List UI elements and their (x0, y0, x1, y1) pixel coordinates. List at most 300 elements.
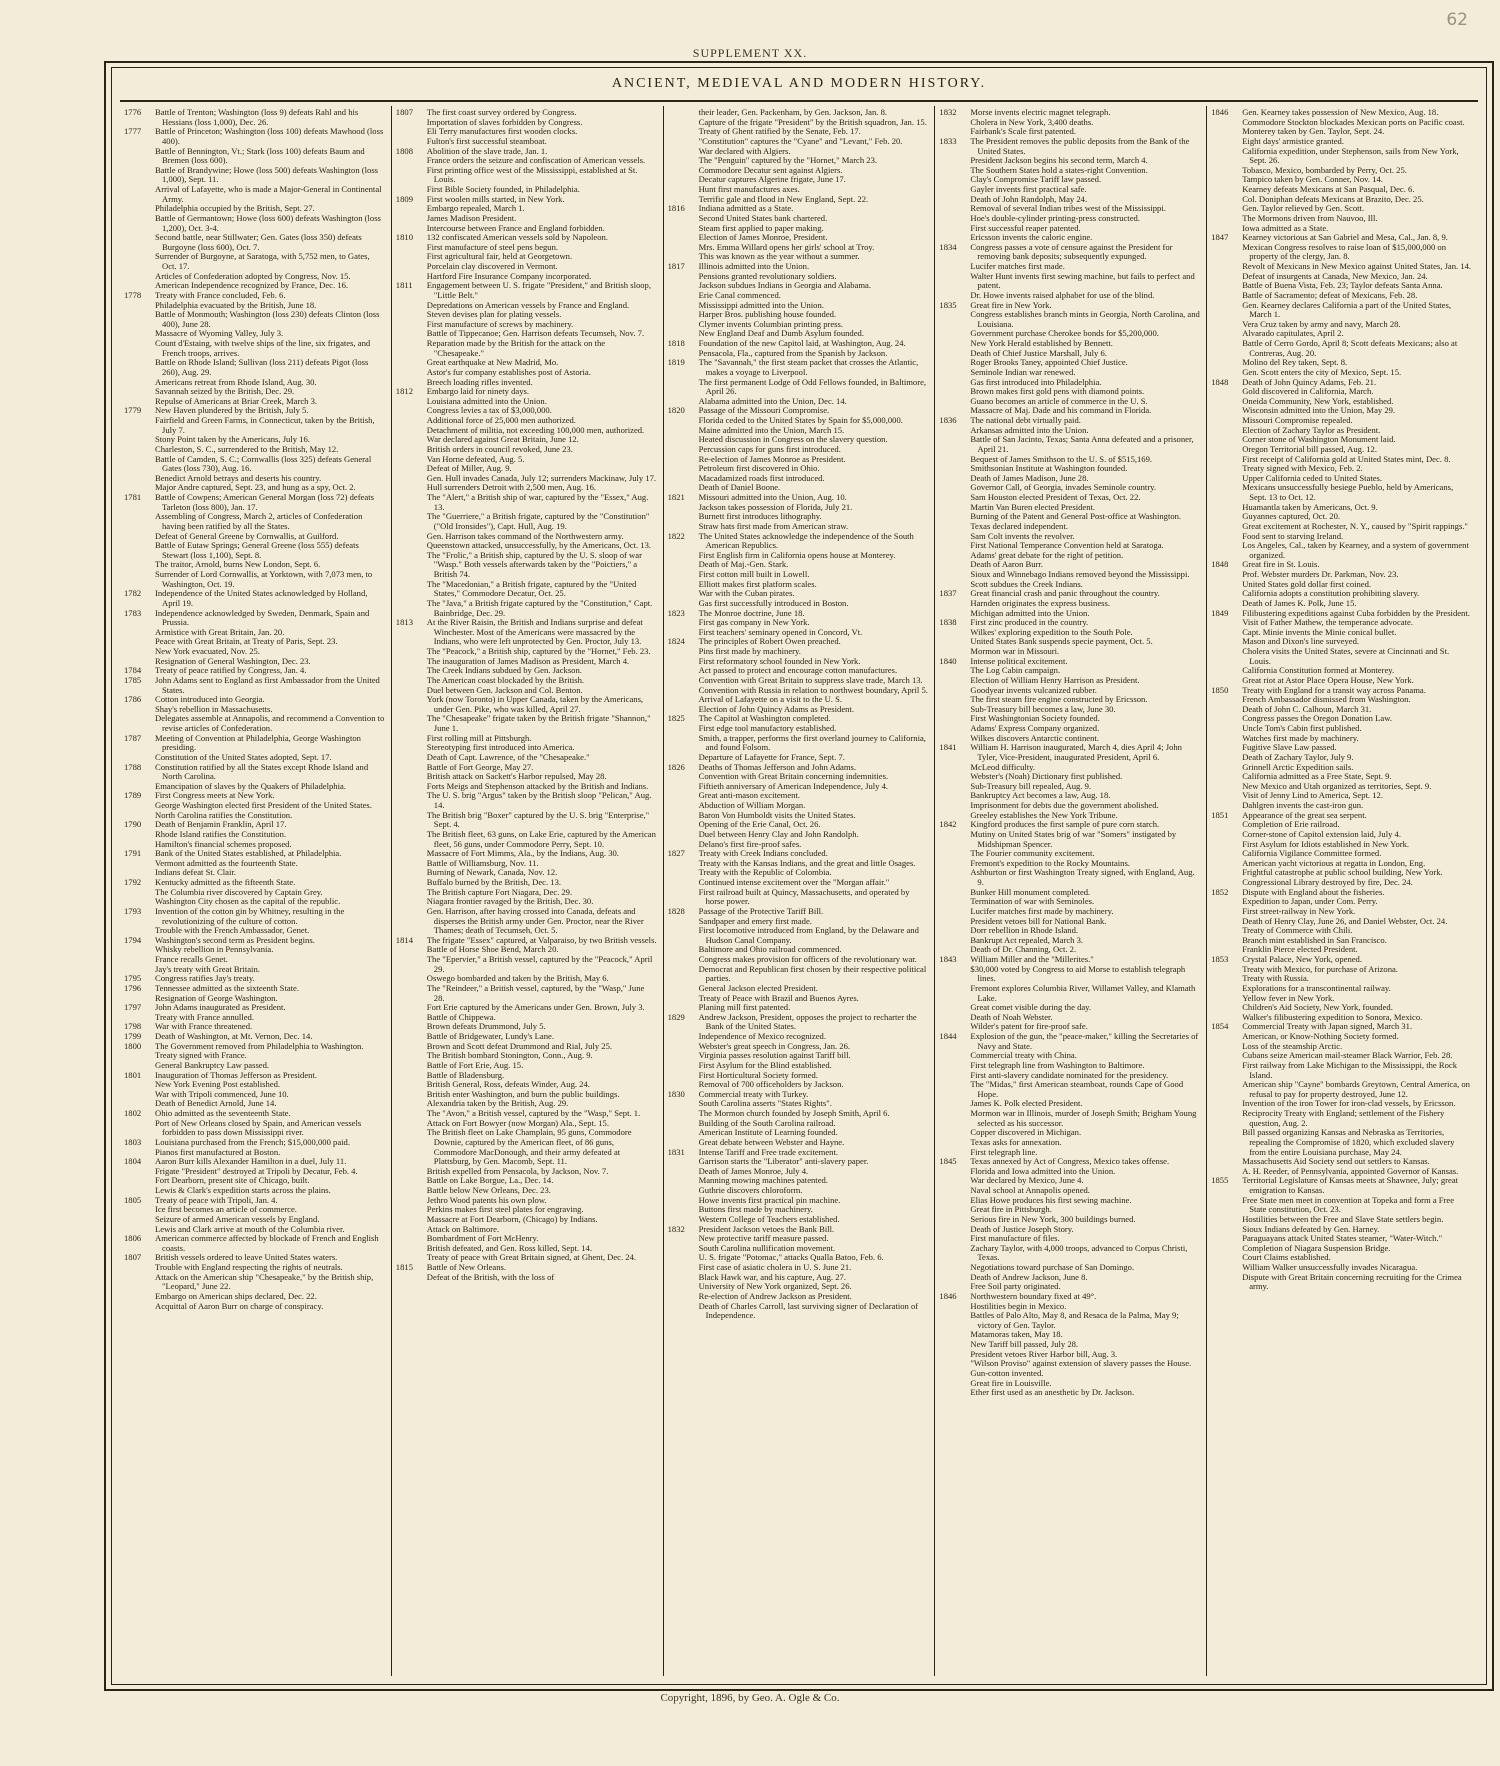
entry-text: The Mormons driven from Nauvoo, Ill. (1242, 212, 1378, 223)
entry-text: Rhode Island ratifies the Constitution. (155, 828, 287, 839)
entry-text: Additional force of 25,000 men authorized. (426, 415, 576, 425)
entry-text: Morse invents electric magnet telegraph. (970, 107, 1111, 117)
entry-text: Cubans seize American mail-steamer Black Warrior, Feb. 28. (1242, 1050, 1453, 1061)
entry-text: John Adams sent to England as first Ambassador from the United States. (155, 674, 380, 695)
entry-year (396, 984, 427, 1003)
entry-text: Great anti-mason excitement. (698, 790, 801, 801)
entry-year: 1838 (939, 617, 957, 628)
entry-text: Elias Howe produces his first sewing machine. (970, 1194, 1132, 1205)
entry-text: Congress passes the Oregon Donation Law. (1242, 713, 1392, 724)
entry-text: The "Savannah," the first steam packet that crosses the Atlantic, makes a voyage to Liverpool. (698, 357, 919, 377)
entry-text: Watches first made by machinery. (1242, 732, 1359, 743)
entry-text: Battle of New Orleans. (426, 1262, 507, 1272)
entry-text: Resignation of General Washington, Dec. 23. (155, 655, 311, 666)
entry-text: The British fleet, 63 guns, on Lake Erie, captured by the American fleet, 56 guns, under Commodore Perry, Sept. 10. (426, 828, 656, 849)
entry-text: Mason and Dixon's line surveyed. (1242, 636, 1360, 647)
entry-text: Treaty signed with Mexico, Feb. 2. (1242, 463, 1363, 474)
entry-text: Brown makes first gold pens with diamond points. (970, 386, 1145, 397)
entry-text: Re-election of James Monroe as President. (698, 453, 846, 464)
entry-text: Savannah seized by the British, Dec. 29. (155, 386, 295, 397)
entry-year (124, 541, 155, 560)
entry-year (939, 156, 970, 166)
entry-text: Pensions granted revolutionary soldiers. (698, 270, 837, 281)
timeline-entry (396, 695, 657, 714)
entry-text: Ericsson invents the caloric engine. (970, 232, 1093, 243)
entry-text: Free State men meet in convention at Topeka and form a Free State constitution, Oct. 23. (1242, 1194, 1455, 1215)
entry-year (668, 686, 699, 696)
entry-text: "Wilson Proviso" against extension of slavery passes the House. (970, 1358, 1192, 1369)
entry-text: Act passed to protect and encourage cotton manufactures. (698, 665, 898, 676)
entry-text: At the River Raisin, the British and Indians surprise and defeat Winchester. Most of the Americans were massacred by the Indians, who were left unprotected by Gen. Proctor, July 13. (426, 617, 643, 647)
entry-text: Webster's great speech in Congress, Jan. 26. (698, 1040, 851, 1051)
entry-text: First zinc produced in the country. (970, 617, 1089, 628)
entry-year (1211, 714, 1242, 724)
entry-text: Death of Dr. Channing, Oct. 2. (970, 944, 1077, 955)
entry-year: 1795 (124, 973, 142, 984)
entry-text: Election of James Monroe, President. (698, 232, 828, 243)
entry-text: Clymer invents Columbian printing press. (698, 318, 844, 329)
entry-text: Completion of Niagara Suspension Bridge. (1242, 1242, 1391, 1253)
entry-year (668, 1292, 699, 1302)
entry-text: Dahlgren invents the cast-iron gun. (1242, 800, 1364, 810)
timeline-entry (396, 791, 657, 810)
timeline-entry (939, 1311, 1200, 1330)
entry-year (668, 378, 699, 397)
entry-text: Virginia passes resolution against Tariff bill. (698, 1050, 851, 1061)
entry-year (124, 512, 155, 531)
entry-year (396, 339, 427, 358)
entry-year: 1815 (395, 1262, 413, 1272)
entry-text: First railway from Lake Michigan to the Mississippi, the Rock Island. (1242, 1059, 1458, 1080)
entry-text: Massacre of Wyoming Valley, July 3. (155, 328, 284, 339)
entry-text: Webster's (Noah) Dictionary first published. (970, 771, 1123, 782)
entry-year (1211, 503, 1242, 513)
entry-text: Great fire in Louisville. (970, 1377, 1052, 1388)
entry-text: Abduction of William Morgan. (698, 800, 806, 810)
entry-text: American Independence recognized by France, Dec. 16. (155, 280, 349, 291)
entry-text: Food sent to starving Ireland. (1242, 530, 1344, 541)
entry-text: Treaty signed with France. (155, 1050, 247, 1061)
entry-text: Mormon war in Missouri. (970, 646, 1060, 656)
entry-text: Forts Meigs and Stephenson attacked by the British and Indians. (426, 780, 649, 791)
entry-text: "Constitution" captures the "Cyane" and "Levant," Feb. 20. (698, 135, 903, 146)
entry-year: 1796 (124, 982, 142, 993)
timeline-entry (124, 907, 385, 926)
timeline-entry (939, 310, 1200, 329)
entry-text: Ether first used as an anesthetic by Dr. Jackson. (970, 1387, 1135, 1398)
entry-year: 1783 (124, 607, 142, 618)
entry-text: British orders in council revoked, June 23. (426, 443, 573, 454)
entry-text: First telegraph line. (970, 1146, 1038, 1157)
entry-year: 1804 (124, 1156, 142, 1167)
entry-text: Straw hats first made from American straw. (698, 520, 849, 531)
entry-text: Kentucky admitted as the fifteenth State. (155, 877, 296, 887)
entry-year (939, 926, 970, 936)
timeline-entry (396, 580, 657, 599)
entry-text: Death of Henry Clay, June 26, and Daniel Webster, Oct. 24. (1242, 915, 1448, 926)
entry-year (1211, 214, 1242, 224)
entry-text: The "Penguin" captured by the "Hornet," March 23. (698, 155, 878, 166)
entry-year (939, 560, 970, 570)
entry-year (668, 320, 699, 330)
entry-text: Terrific gale and flood in New England, Sept. 22. (698, 193, 869, 204)
entry-text: Battle of Camden, S. C.; Cornwallis (loss 325) defeats General Gates (loss 730), Aug. 16. (155, 453, 372, 474)
entry-text: Bankruptcy Act becomes a law, Aug. 18. (970, 790, 1111, 801)
page-title: ANCIENT, MEDIEVAL AND MODERN HISTORY. (611, 76, 987, 91)
entry-text: First National Temperance Convention held at Saratoga. (970, 540, 1164, 551)
entry-year (396, 320, 427, 330)
entry-text: The Mormon church founded by Joseph Smith, April 6. (698, 1108, 890, 1118)
entry-year (1211, 859, 1242, 869)
entry-text: Building of the South Carolina railroad. (698, 1117, 836, 1128)
entry-year (124, 1292, 155, 1302)
entry-text: Monterey taken by Gen. Taylor, Sept. 24. (1242, 126, 1385, 137)
entry-text: The first steam fire engine constructed by Ericsson. (970, 694, 1148, 705)
timeline-entry (939, 984, 1200, 1003)
entry-text: Intense Tariff and Free trade excitement. (698, 1146, 838, 1157)
timeline-entry (396, 984, 657, 1003)
entry-text: Removal of several Indian tribes west of the Mississippi. (970, 203, 1166, 214)
entry-year (124, 272, 155, 282)
entry-text: Battle of San Jacinto, Texas; Santa Anna defeated and a prisoner, April 21. (970, 434, 1194, 454)
entry-year (396, 1042, 427, 1052)
entry-year (396, 1244, 427, 1254)
entry-year (668, 551, 699, 561)
entry-year (124, 1263, 155, 1273)
entry-text: Illinois admitted into the Union. (698, 261, 810, 271)
entry-year (668, 224, 699, 234)
entry-text: Commodore Decatur sent against Algiers. (698, 164, 843, 175)
entry-text: Commercial treaty with Turkey. (698, 1088, 809, 1099)
entry-year (396, 368, 427, 378)
entry-text: Uncle Tom's Cabin first published. (1242, 723, 1362, 733)
entry-text: Frightful catastrophe at public school building, New York. (1242, 867, 1443, 878)
entry-year (668, 1253, 699, 1263)
entry-year (668, 118, 699, 128)
entry-text: Democrat and Republican first chosen by their respective political parties. (698, 963, 927, 984)
entry-text: South Carolina asserts "States Rights". (698, 1098, 832, 1109)
entry-year (396, 1119, 427, 1129)
entry-text: Death of Chief Justice Marshall, July 6. (970, 347, 1107, 358)
entry-text: Corner stone of Washington Monument laid. (1242, 434, 1396, 445)
entry-year (1211, 137, 1242, 147)
entry-year (939, 397, 970, 407)
entry-year: 1792 (124, 877, 142, 887)
entry-year (939, 512, 970, 522)
entry-year (396, 156, 427, 166)
entry-text: Hull surrenders Detroit with 2,500 men, Aug. 16. (426, 482, 597, 493)
entry-text: Death of Justice Joseph Story. (970, 1223, 1074, 1234)
entry-text: President vetoes bill for National Bank. (970, 915, 1107, 926)
entry-year (668, 435, 699, 445)
entry-text: War declared with Algiers. (698, 145, 791, 156)
entry-year (668, 830, 699, 840)
supplement-header: SUPPLEMENT XX. (692, 46, 808, 60)
entry-text: The "Macedonian," a British frigate, captured by the "United States," Commodore Decatur, Oct. 25. (426, 578, 637, 599)
entry-year (668, 281, 699, 291)
timeline-entry (939, 1244, 1200, 1263)
entry-year (939, 888, 970, 898)
entry-year (124, 945, 155, 955)
entry-year (1211, 1196, 1242, 1215)
entry-text: Embargo repealed, March 1. (426, 203, 525, 214)
entry-text: Wilkes' exploring expedition to the South Pole. (970, 626, 1133, 637)
entry-year: 1831 (667, 1146, 685, 1157)
entry-year (1211, 994, 1242, 1004)
entry-year (1211, 734, 1242, 744)
entry-text: Count d'Estaing, with twelve ships of the line, six frigates, and French troops, arrives. (155, 338, 371, 358)
entry-year (668, 984, 699, 994)
entry-year (668, 676, 699, 686)
entry-text: John Adams inaugurated as President. (155, 1002, 286, 1013)
entry-text: Treaty with France concluded, Feb. 6. (155, 289, 286, 300)
entry-year (1211, 695, 1242, 705)
entry-text: Gen. Taylor relieved by Gen. Scott. (1242, 203, 1365, 214)
entry-year (668, 1196, 699, 1206)
entry-year (668, 965, 699, 984)
entry-year (668, 512, 699, 522)
entry-text: First teachers' seminary opened in Concord, Vt. (698, 626, 863, 637)
entry-year (939, 724, 970, 734)
entry-year (1211, 175, 1242, 185)
entry-year: 1805 (124, 1194, 142, 1205)
timeline-entry (1211, 483, 1472, 502)
entry-text: South Carolina nullification movement. (698, 1242, 836, 1253)
entry-text: Attack on Baltimore. (426, 1223, 500, 1234)
entry-year (668, 233, 699, 243)
entry-text: Seminole Indian war renewed. (970, 366, 1076, 377)
entry-year: 1819 (667, 357, 685, 368)
entry-text: Convention with Great Britain to suppress slave trade, March 13. (698, 674, 923, 685)
entry-year: 1846 (939, 1290, 957, 1301)
entry-text: Brown and Scott defeat Drummond and Rial, July 25. (426, 1040, 613, 1051)
entry-text: 132 confiscated American vessels sold by Napoleon. (426, 232, 608, 243)
entry-year (124, 714, 155, 733)
entry-year (1211, 974, 1242, 984)
entry-year (939, 532, 970, 542)
entry-text: Jackson subdues Indians in Georgia and Alabama. (698, 280, 871, 291)
entry-text: Seizure of armed American vessels by England. (155, 1213, 320, 1224)
entry-year (939, 272, 970, 291)
timeline-entry (668, 1302, 929, 1321)
entry-text: Battle on Rhode Island; Sullivan (loss 211) defeats Pigot (loss 260), Aug. 29. (155, 357, 369, 377)
entry-year (396, 445, 427, 455)
entry-year: 1829 (667, 1011, 685, 1022)
entry-year (939, 965, 970, 984)
entry-text: Burning of Newark, Canada, Nov. 12. (426, 867, 558, 878)
entry-year: 1812 (395, 386, 413, 397)
entry-text: Shay's rebellion in Massachusetts. (155, 703, 273, 714)
entry-year (939, 1244, 970, 1263)
entry-year (939, 551, 970, 561)
entry-year (668, 724, 699, 734)
entry-text: Washington City chosen as the capital of the republic. (155, 896, 341, 907)
entry-text: Death of Zachary Taylor, July 9. (1242, 751, 1354, 762)
entry-text: Great riot at Astor Place Opera House, New York. (1242, 674, 1414, 685)
entry-year (396, 464, 427, 474)
timeline-entry (939, 743, 1200, 762)
entry-text: France orders the seizure and confiscation of American vessels. (426, 155, 646, 166)
entry-year (396, 676, 427, 686)
entry-text: Florida and Iowa admitted into the Union. (970, 1165, 1116, 1176)
entry-year (1211, 320, 1242, 330)
entry-year (668, 1157, 699, 1167)
entry-year (124, 301, 155, 311)
entry-text: Andrew Jackson, President, opposes the project to recharter the Bank of the United States. (698, 1011, 917, 1032)
entry-text: The President removes the public deposits from the Bank of the United States. (970, 135, 1190, 156)
entry-year (1211, 705, 1242, 715)
entry-text: Commercial Treaty with Japan signed, March 31. (1242, 1021, 1413, 1032)
entry-text: Court Claims established. (1242, 1252, 1331, 1263)
entry-text: Eli Terry manufactures first wooden clocks. (426, 126, 578, 137)
entry-year (396, 397, 427, 407)
entry-year (1211, 618, 1242, 628)
timeline-entry (1211, 647, 1472, 666)
entry-text: American Institute of Learning founded. (698, 1127, 838, 1138)
entry-text: Hostilities between the Free and Slave State settlers begin. (1242, 1213, 1444, 1224)
entry-year (939, 1176, 970, 1186)
entry-text: The British capture Fort Niagara, Dec. 29. (426, 886, 573, 897)
entry-text: Commodore Stockton blockades Mexican ports on Pacific coast. (1242, 116, 1465, 127)
entry-year: 1808 (395, 145, 413, 156)
entry-year (1211, 147, 1242, 166)
entry-text: Texas asks for annexation. (970, 1136, 1062, 1147)
entry-year (124, 1302, 155, 1312)
entry-text: Mexicans unsuccessfully besiege Pueblo, held by Americans, Sept. 13 to Oct. 12. (1242, 482, 1454, 502)
entry-year: 1811 (395, 280, 413, 291)
entry-text: U. S. frigate "Potomac," attacks Qualla Batoo, Feb. 6. (698, 1252, 884, 1263)
entry-year (124, 628, 155, 638)
entry-text: Battle of Trenton; Washington (loss 9) defeats Rahl and his Hessians (loss 1,000), Dec. 26. (155, 107, 359, 127)
entry-text: War declared by Mexico, June 4. (970, 1175, 1084, 1186)
entry-year (396, 426, 427, 436)
entry-text: Intense political excitement. (970, 655, 1068, 666)
entry-year (939, 666, 970, 676)
entry-year (939, 772, 970, 782)
entry-year (1211, 917, 1242, 927)
entry-year (124, 801, 155, 811)
entry-text: Black Hawk war, and his capture, Aug. 27. (698, 1271, 846, 1282)
entry-year (396, 406, 427, 416)
entry-text: Copper discovered in Michigan. (970, 1127, 1082, 1138)
entry-text: Commercial treaty with China. (970, 1050, 1077, 1061)
entry-text: Franklin Pierce elected President. (1242, 944, 1358, 955)
entry-year (939, 859, 970, 869)
entry-text: Bank of the United States established, at Philadelphia. (155, 848, 342, 859)
entry-year (939, 195, 970, 205)
entry-text: Hamilton's financial schemes proposed. (155, 838, 292, 849)
entry-year (396, 301, 427, 311)
entry-text: Foundation of the new Capitol laid, at Washington, Aug. 24. (698, 338, 906, 348)
timeline-entry (668, 1013, 929, 1032)
entry-year (939, 782, 970, 792)
entry-text: Surrender of Burgoyne, at Saratoga, with 5,752 men, to Gates, Oct. 17. (155, 251, 370, 271)
entry-year (1211, 483, 1242, 502)
entry-text: Mormon war in Illinois, murder of Joseph Smith; Brigham Young selected as his successor. (970, 1108, 1197, 1128)
entry-year (939, 262, 970, 272)
entry-text: The "Chesapeake" frigate taken by the British frigate "Shannon," June 1. (426, 713, 651, 733)
entry-text: Independence of the United States acknowledged by Holland, April 19. (155, 588, 368, 608)
entry-text: First manufacture of steel pens begun. (426, 241, 559, 252)
entry-text: New York Herald established by Bennett. (970, 338, 1113, 348)
entry-year (939, 175, 970, 185)
entry-text: Greeley establishes the New York Tribune. (970, 809, 1118, 820)
entry-year (396, 897, 427, 907)
entry-year (939, 368, 970, 378)
entry-year (939, 763, 970, 773)
entry-year (396, 474, 427, 484)
entry-text: The frigate "Essex" captured, at Valparaiso, by two British vessels. (426, 934, 657, 945)
timeline-entry (124, 1234, 385, 1253)
entry-text: William Walker unsuccessfully invades Nicaragua. (1242, 1262, 1418, 1272)
entry-year (396, 214, 427, 224)
entry-text: Loss of the steamship Arctic. (1242, 1040, 1343, 1051)
entry-year (939, 1138, 970, 1148)
entry-year (124, 214, 155, 233)
entry-year (396, 647, 427, 657)
timeline-entry (124, 108, 385, 127)
entry-year (668, 657, 699, 667)
entry-text: Peace with Great Britain, at Treaty of Paris, Sept. 23. (155, 636, 338, 647)
entry-text: New Mexico and Utah organized as territories, Sept. 9. (1242, 780, 1432, 791)
entry-year: 1785 (124, 674, 142, 685)
entry-text: Dispute with Great Britain concerning recruiting for the Crimea army. (1242, 1271, 1462, 1292)
timeline-entry (939, 868, 1200, 887)
entry-text: British defeated, and Gen. Ross killed, Sept. 14. (426, 1242, 592, 1253)
entry-text: First Congress meets at New York. (155, 790, 275, 801)
entry-text: General Jackson elected President. (698, 982, 818, 993)
entry-text: Treaty with Creek Indians concluded. (698, 848, 828, 859)
entry-text: Treaty of peace with Great Britain signed, at Ghent, Dec. 24. (426, 1252, 637, 1263)
entry-year (124, 445, 155, 455)
entry-text: Sam Houston elected President of Texas, Oct. 22. (970, 492, 1141, 502)
entry-text: First reformatory school founded in New York. (698, 655, 861, 666)
entry-text: Treaty with Russia. (1242, 973, 1309, 984)
entry-text: Great debate between Webster and Hayne. (698, 1136, 845, 1147)
entry-text: Treaty with Mexico, for purchase of Arizona. (1242, 963, 1398, 974)
entry-year (939, 435, 970, 454)
entry-year (1211, 301, 1242, 320)
entry-text: Missouri admitted into the Union, Aug. 10. (698, 492, 847, 502)
entry-year (1211, 628, 1242, 638)
entry-text: $30,000 voted by Congress to aid Morse to establish telegraph lines. (970, 963, 1186, 984)
entry-year (396, 551, 427, 580)
entry-text: Delano's first fire-proof safes. (698, 838, 802, 849)
entry-text: British enter Washington, and burn the public buildings. (426, 1088, 620, 1099)
entry-text: William Miller and the "Millerites." (970, 954, 1094, 964)
entry-year (939, 897, 970, 907)
entry-text: Gen. Scott enters the city of Mexico, Sept. 15. (1242, 366, 1402, 377)
entry-year (396, 252, 427, 262)
entry-year: 1853 (1211, 954, 1229, 964)
entry-year (668, 820, 699, 830)
entry-text: Texas declared independent. (970, 520, 1068, 531)
entry-year (668, 560, 699, 570)
timeline-column-4 (935, 106, 1207, 1676)
entry-year (1211, 1234, 1242, 1244)
entry-text: Sub-Treasury bill becomes a law, June 30. (970, 703, 1116, 714)
entry-text: Bankrupt Act repealed, March 3. (970, 934, 1084, 945)
entry-text: The national debt virtually paid. (970, 415, 1081, 425)
entry-text: Breech loading rifles invented. (426, 376, 533, 387)
entry-text: Fort Erie captured by the Americans under Gen. Brown, July 3. (426, 1002, 645, 1013)
entry-text: Gayler invents first practical safe. (970, 184, 1087, 194)
entry-text: Visit of Jenny Lind to America, Sept. 12. (1242, 790, 1383, 801)
entry-text: Battle of Buena Vista, Feb. 23; Taylor defeats Santa Anna. (1242, 280, 1443, 291)
entry-text: Buffalo burned by the British, Dec. 13. (426, 877, 562, 887)
entry-year (939, 936, 970, 946)
entry-year (939, 714, 970, 724)
